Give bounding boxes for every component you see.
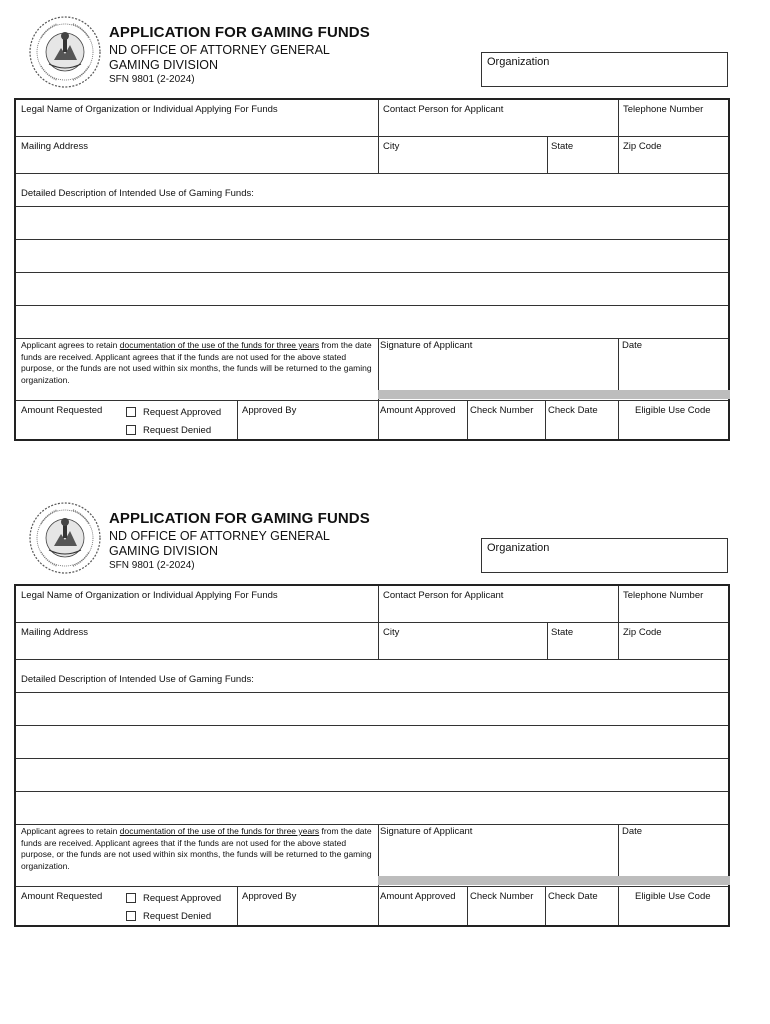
form-number: SFN 9801 (2-2024) — [109, 560, 195, 571]
request-denied-label: Request Denied — [143, 425, 212, 436]
contact-person-field[interactable]: Contact Person for Applicant — [383, 590, 504, 601]
state-seal-icon — [27, 14, 103, 90]
check-date-field[interactable]: Check Date — [548, 405, 598, 416]
organization-field[interactable] — [481, 538, 728, 573]
amount-requested-field[interactable]: Amount Requested — [21, 405, 103, 416]
check-number-field[interactable]: Check Number — [470, 405, 534, 416]
request-denied-label: Request Denied — [143, 911, 212, 922]
check-date-field[interactable]: Check Date — [548, 891, 598, 902]
division-name: GAMING DIVISION — [109, 544, 219, 558]
organization-label: Organization — [487, 56, 550, 68]
zip-code-field[interactable]: Zip Code — [623, 627, 662, 638]
organization-field[interactable] — [481, 52, 728, 87]
signature-field[interactable]: Signature of Applicant — [380, 826, 473, 837]
city-field[interactable]: City — [383, 627, 400, 638]
state-field[interactable]: State — [551, 627, 574, 638]
contact-person-field[interactable]: Contact Person for Applicant — [383, 104, 504, 115]
office-use-shading — [378, 390, 730, 399]
agreement-text: Applicant agrees to retain documentation of the use of the funds for three years from the date funds are received. Applicant agrees that if the funds are not used for the above stated purpose, or the funds are not used within six months, the funds will be returned to the gaming organization. — [21, 340, 372, 385]
request-denied-checkbox[interactable] — [126, 425, 136, 435]
division-name: GAMING DIVISION — [109, 58, 219, 72]
mailing-address-field[interactable]: Mailing Address — [21, 141, 89, 152]
application-grid — [14, 584, 730, 927]
date-field[interactable]: Date — [622, 340, 643, 351]
amount-requested-field[interactable]: Amount Requested — [21, 891, 103, 902]
office-name: ND OFFICE OF ATTORNEY GENERAL — [109, 529, 330, 543]
amount-approved-field[interactable]: Amount Approved — [380, 891, 456, 902]
check-number-field[interactable]: Check Number — [470, 891, 534, 902]
amount-approved-field[interactable]: Amount Approved — [380, 405, 456, 416]
description-field[interactable]: Detailed Description of Intended Use of Gaming Funds: — [21, 674, 254, 685]
request-approved-label: Request Approved — [143, 893, 222, 904]
form-title: APPLICATION FOR GAMING FUNDS — [109, 510, 370, 527]
request-approved-checkbox[interactable] — [126, 893, 136, 903]
request-denied-checkbox[interactable] — [126, 911, 136, 921]
date-field[interactable]: Date — [622, 826, 643, 837]
description-field[interactable]: Detailed Description of Intended Use of Gaming Funds: — [21, 188, 254, 199]
mailing-address-field[interactable]: Mailing Address — [21, 627, 89, 638]
request-approved-label: Request Approved — [143, 407, 222, 418]
approved-by-field[interactable]: Approved By — [242, 405, 297, 416]
telephone-field[interactable]: Telephone Number — [623, 590, 704, 601]
office-use-shading — [378, 876, 730, 885]
state-seal-icon — [27, 500, 103, 576]
application-form-1 — [0, 0, 770, 440]
agreement-text: Applicant agrees to retain documentation of the use of the funds for three years from the date funds are received. Applicant agrees that if the funds are not used for the above stated purpose, or the funds are not used within six months, the funds will be returned to the gaming organization. — [21, 826, 372, 871]
signature-field[interactable]: Signature of Applicant — [380, 340, 473, 351]
city-field[interactable]: City — [383, 141, 400, 152]
request-approved-checkbox[interactable] — [126, 407, 136, 417]
form-number: SFN 9801 (2-2024) — [109, 74, 195, 85]
office-name: ND OFFICE OF ATTORNEY GENERAL — [109, 43, 330, 57]
form-title: APPLICATION FOR GAMING FUNDS — [109, 24, 370, 41]
approved-by-field[interactable]: Approved By — [242, 891, 297, 902]
application-grid — [14, 98, 730, 441]
eligible-use-code-field[interactable]: Eligible Use Code — [635, 405, 711, 416]
eligible-use-code-field[interactable]: Eligible Use Code — [635, 891, 711, 902]
organization-label: Organization — [487, 542, 550, 554]
application-form-2 — [0, 486, 770, 926]
legal-name-field[interactable]: Legal Name of Organization or Individual Applying For Funds — [21, 590, 278, 601]
zip-code-field[interactable]: Zip Code — [623, 141, 662, 152]
telephone-field[interactable]: Telephone Number — [623, 104, 704, 115]
legal-name-field[interactable]: Legal Name of Organization or Individual Applying For Funds — [21, 104, 278, 115]
state-field[interactable]: State — [551, 141, 574, 152]
